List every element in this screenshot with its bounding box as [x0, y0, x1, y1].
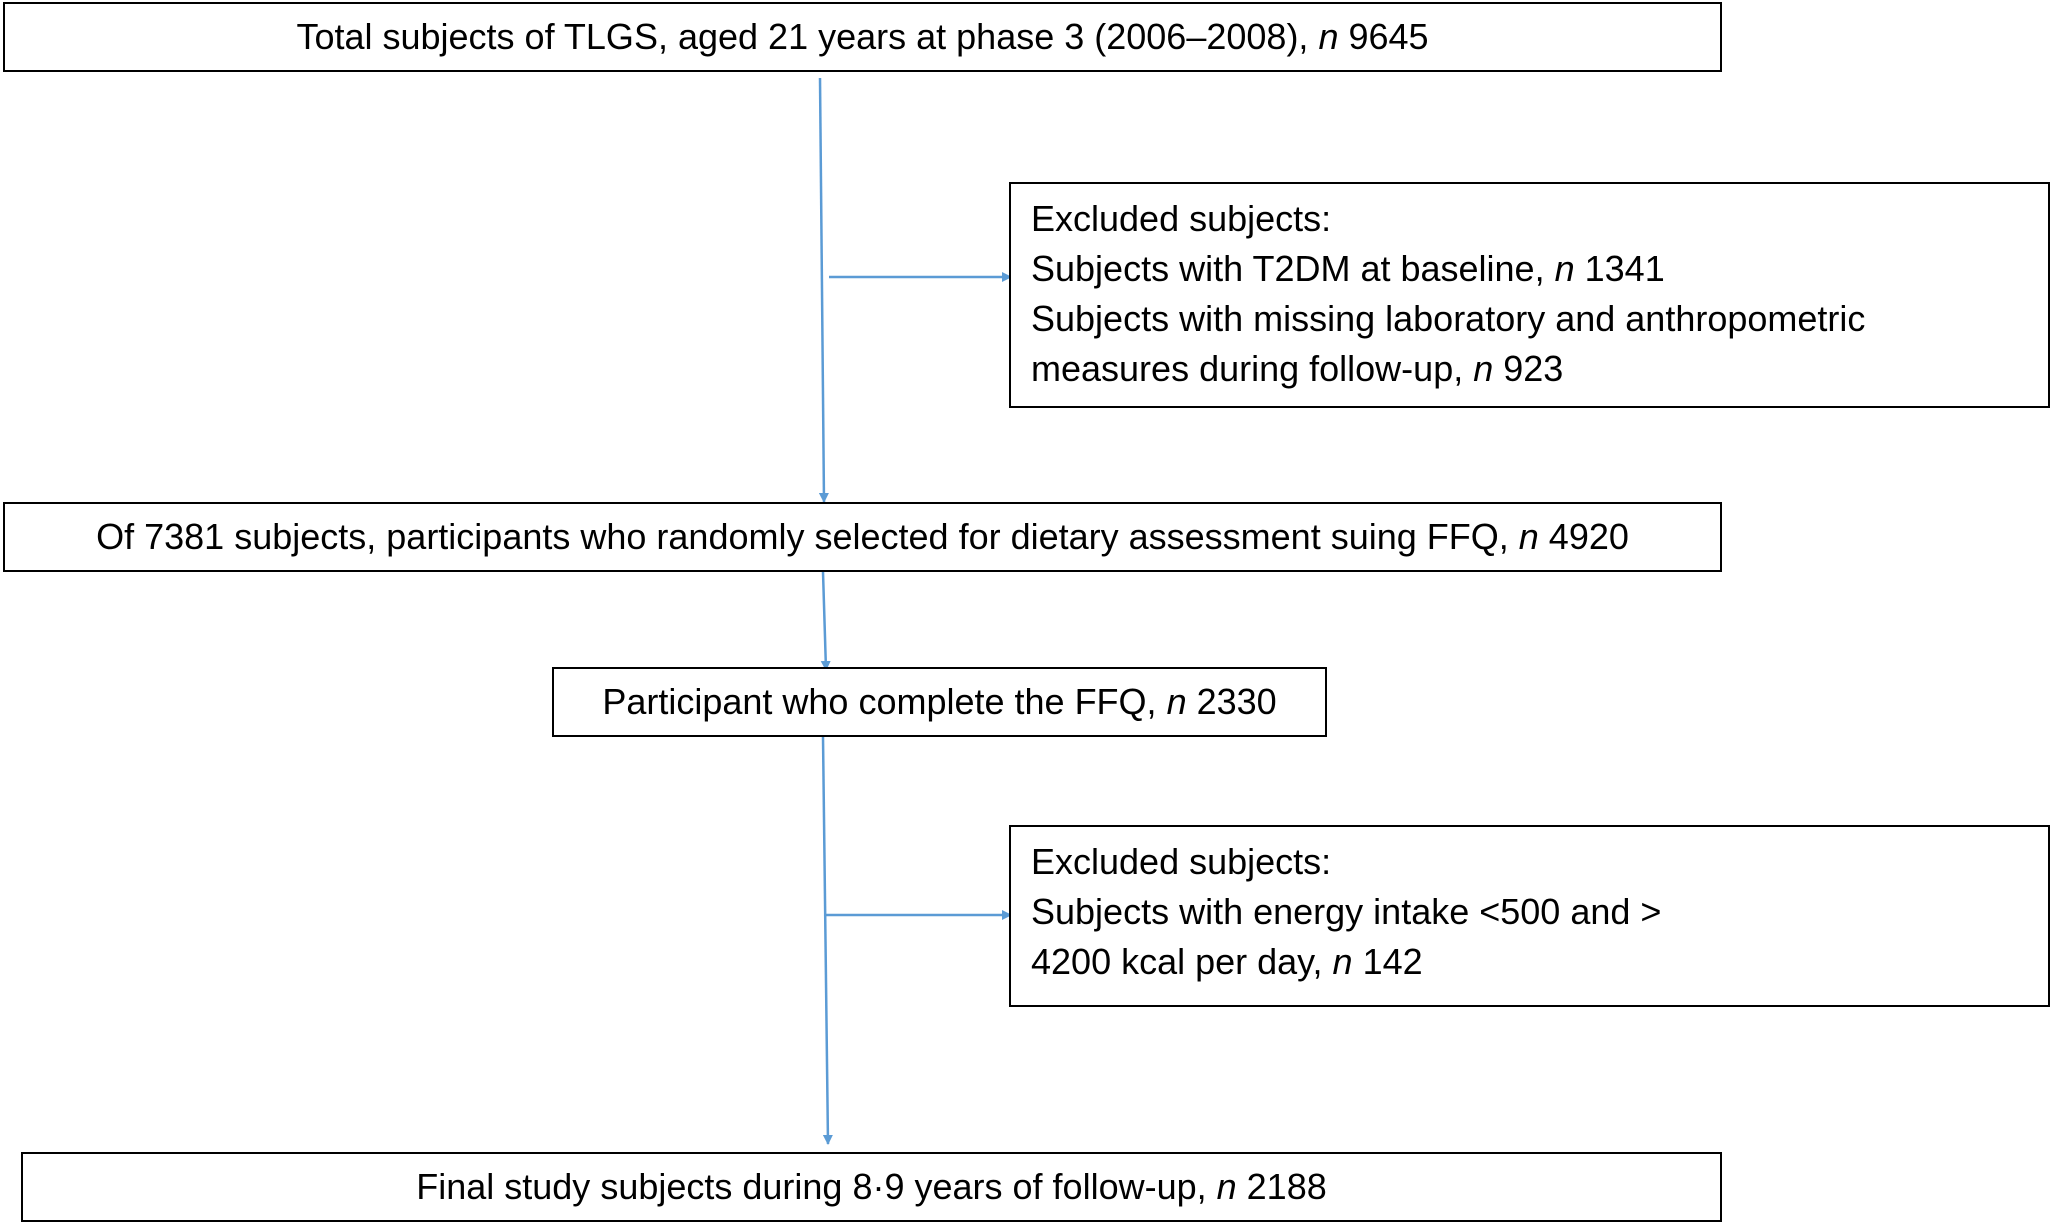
total-n-value: 9645 — [1338, 16, 1429, 57]
excluded2-line2-n-label: n — [1332, 941, 1353, 982]
excluded1-line3-text: measures during follow-up, — [1031, 348, 1474, 389]
completed-n-value: 2330 — [1186, 681, 1277, 722]
excluded1-line3-n-label: n — [1473, 348, 1494, 389]
excluded2-line2-n-value: 142 — [1352, 941, 1423, 982]
excluded1-line1-text: Subjects with T2DM at baseline, — [1031, 248, 1555, 289]
arrow-selected-to-completed — [823, 572, 826, 670]
excluded2-line2-text: 4200 kcal per day, — [1031, 941, 1333, 982]
final-n-value: 2188 — [1236, 1166, 1327, 1207]
arrow-total-to-selected — [820, 78, 824, 502]
total-text: Total subjects of TLGS, aged 21 years at phase 3 (2006–2008), — [296, 16, 1319, 57]
selected-n-value: 4920 — [1538, 516, 1629, 557]
final-text: Final study subjects during 8·9 years of follow-up, — [416, 1166, 1217, 1207]
box-final-study-subjects — [21, 1152, 1722, 1222]
excluded2-line1-text: Subjects with energy intake <500 and > — [1031, 891, 1662, 932]
excluded1-line3-n-value: 923 — [1493, 348, 1564, 389]
box-completed-ffq — [552, 667, 1327, 737]
excluded1-heading: Excluded subjects: — [1031, 198, 1332, 239]
box-excluded-subjects-2 — [1009, 825, 2050, 1007]
box-total-subjects — [3, 2, 1722, 72]
arrow-completed-to-final — [823, 737, 828, 1144]
final-n-label: n — [1216, 1166, 1237, 1207]
total-n-label: n — [1318, 16, 1339, 57]
excluded2-heading: Excluded subjects: — [1031, 841, 1332, 882]
excluded1-line1-n-label: n — [1554, 248, 1575, 289]
excluded1-line1-n-value: 1341 — [1574, 248, 1665, 289]
completed-n-label: n — [1166, 681, 1187, 722]
box-excluded-subjects-1 — [1009, 182, 2050, 408]
completed-text: Participant who complete the FFQ, — [602, 681, 1167, 722]
box-selected-for-dietary-assessment — [3, 502, 1722, 572]
excluded1-line2-text: Subjects with missing laboratory and anthropometric — [1031, 298, 1866, 339]
selected-text: Of 7381 subjects, participants who randomly selected for dietary assessment suing FFQ, — [96, 516, 1519, 557]
selected-n-label: n — [1518, 516, 1539, 557]
